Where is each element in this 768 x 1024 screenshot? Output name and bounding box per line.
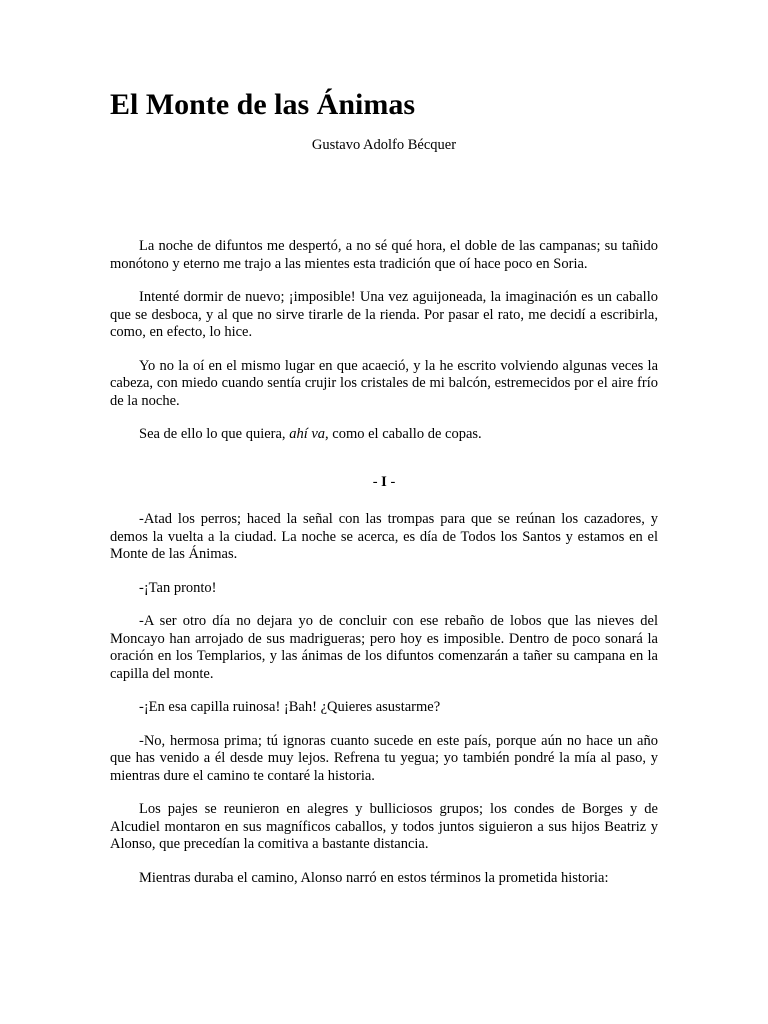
- intro-paragraph-2: Intenté dormir de nuevo; ¡imposible! Una vez aguijoneada, la imaginación es un caballo que se desboca, y al que no sirve tirarle de la rienda. Por pasar el rato, me decidí a escribirla, como, en efecto, lo hice.: [110, 289, 658, 340]
- intro-paragraph-4-end: , como el caballo de copas.: [325, 426, 482, 442]
- section-heading: [110, 474, 658, 492]
- section-paragraph-4: -¡En esa capilla ruinosa! ¡Bah! ¿Quieres asustarme?: [139, 699, 441, 715]
- document-author: Gustavo Adolfo Bécquer: [311, 137, 457, 153]
- section-paragraph-6: Los pajes se reunieron en alegres y bulliciosos grupos; los condes de Borges y de Alcudiel montaron en sus magníficos caballos, y todos juntos siguieron a sus hijos Beatriz y Alonso, que precedían la comitiva a bastante distancia.: [110, 801, 658, 852]
- section-paragraph-7: Mientras duraba el camino, Alonso narró en estos términos la prometida historia:: [139, 869, 609, 886]
- section-paragraph-1: -Atad los perros; haced la señal con las trompas para que se reúnan los cazadores, y demos la vuelta a la ciudad. La noche se acerca, es día de Todos los Santos y estamos en el Monte de las Ánimas.: [110, 511, 658, 562]
- intro-paragraph-4-italic: ahí va: [289, 426, 326, 442]
- intro-paragraph-4: [110, 426, 658, 444]
- intro-paragraph-4-start: Sea de ello lo que quiera,: [139, 426, 290, 442]
- section-heading-dash-right: -: [386, 473, 396, 490]
- section-paragraph-5: -No, hermosa prima; tú ignoras cuanto sucede en este país, porque aún no hace un año que has venido a él desde muy lejos. Refrena tu yegua; yo también pondré la mía al paso, y mientras dure el camino te contaré la historia.: [110, 732, 658, 784]
- document-title: El Monte de las Ánimas: [110, 88, 416, 121]
- section-heading-numeral: I: [381, 473, 387, 490]
- intro-paragraph-3: Yo no la oí en el mismo lugar en que acaeció, y la he escrito volviendo algunas veces la cabeza, con miedo cuando sentía crujir los cristales de mi balcón, estremecidos por el aire frío de la noche.: [110, 357, 658, 409]
- section-paragraph-2: -¡Tan pronto!: [139, 579, 217, 596]
- section-heading-dash-left: -: [372, 473, 382, 490]
- intro-paragraph-1: La noche de difuntos me despertó, a no sé qué hora, el doble de las campanas; su tañido monótono y eterno me trajo a las mientes esta tradición que oí hace poco en Soria.: [110, 238, 658, 272]
- section-paragraph-3: -A ser otro día no dejara yo de concluir con ese rebaño de lobos que las nieves del Moncayo han arrojado de sus madrigueras; pero hoy es imposible. Dentro de poco sonará la oración en los Templarios, y las ánimas de los difuntos comenzarán a tañer su campana en la capilla del monte.: [110, 613, 658, 682]
- document-body: [110, 238, 658, 903]
